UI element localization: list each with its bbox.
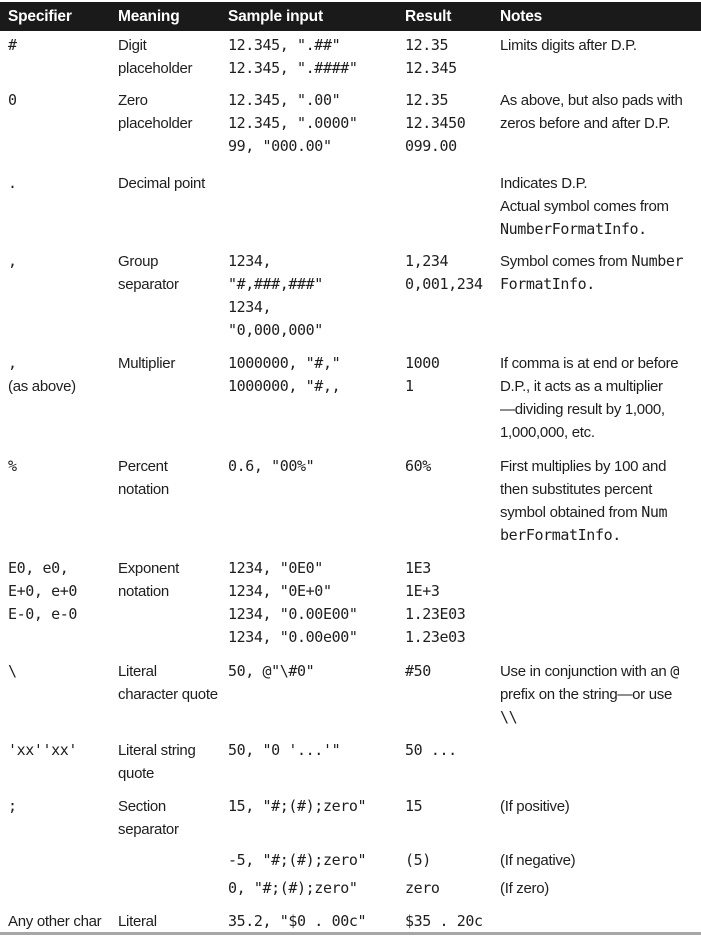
result-cell [405, 739, 500, 785]
result-cell [405, 795, 500, 841]
cell-line [500, 795, 701, 818]
notes-cell [500, 172, 701, 241]
cell-line [228, 877, 405, 900]
code-text: 12.345, ".##" [228, 36, 341, 54]
meaning-cell [118, 795, 228, 841]
cell-line [8, 557, 118, 580]
sample-input-cell [228, 739, 405, 785]
cell-line [228, 910, 405, 933]
specifier-cell [8, 172, 118, 241]
specifier-cell [8, 795, 118, 841]
cell-line [8, 910, 118, 933]
body-text: Literal [118, 663, 157, 680]
cell-line [500, 89, 701, 112]
specifier-cell [8, 877, 118, 900]
notes-cell [500, 557, 701, 649]
specifier-cell [8, 739, 118, 785]
sample-input-cell [228, 455, 405, 547]
sample-input-cell [228, 557, 405, 649]
body-text: notation [118, 481, 169, 498]
notes-cell [500, 910, 701, 933]
cell-line [500, 375, 701, 398]
cell-line [8, 352, 118, 375]
table-row [0, 547, 701, 649]
cell-line [8, 580, 118, 603]
cell-line [500, 273, 701, 296]
cell-line [500, 398, 701, 421]
cell-line [405, 877, 500, 900]
cell-line [405, 795, 500, 818]
code-text: 99, "000.00" [228, 137, 332, 155]
meaning-cell [118, 250, 228, 342]
cell-line [405, 660, 500, 683]
body-text: (If positive) [500, 798, 570, 815]
code-text: 1234, "0.00E00" [228, 605, 358, 623]
code-text: 1E+3 [405, 582, 440, 600]
code-text: "0,000,000" [228, 321, 323, 339]
code-text: FormatInfo. [500, 275, 595, 293]
cell-line [8, 375, 118, 398]
cell-line [500, 34, 701, 57]
code-text: , [8, 252, 17, 270]
cell-line [8, 250, 118, 273]
cell-line [405, 849, 500, 872]
cell-line [405, 89, 500, 112]
cell-line [500, 877, 701, 900]
notes-cell [500, 455, 701, 547]
column-header-sample-input: Sample input [228, 7, 323, 25]
cell-line [118, 739, 228, 762]
cell-line [228, 557, 405, 580]
code-text: NumberFormatInfo. [500, 220, 647, 238]
code-text: 1,234 [405, 252, 449, 270]
sample-input-cell [228, 250, 405, 342]
body-text: First multiplies by 100 and [500, 458, 667, 475]
cell-line [118, 34, 228, 57]
specifier-cell [8, 250, 118, 342]
cell-line [228, 580, 405, 603]
cell-line [405, 112, 500, 135]
cell-line [405, 910, 500, 933]
body-text: Literal string [118, 742, 196, 759]
cell-line [500, 218, 701, 241]
cell-line [405, 273, 500, 296]
meaning-cell [118, 172, 228, 241]
cell-line [8, 739, 118, 762]
code-text: 12.345, ".0000" [228, 114, 358, 132]
result-cell [405, 455, 500, 547]
cell-line [500, 706, 701, 729]
meaning-cell [118, 660, 228, 729]
cell-line [8, 172, 118, 195]
body-text: 1,000,000, etc. [500, 424, 595, 441]
cell-line [405, 580, 500, 603]
cell-line [228, 34, 405, 57]
table-row [0, 785, 701, 841]
meaning-cell [118, 34, 228, 80]
cell-line [118, 172, 228, 195]
code-text: 1000000, "#," [228, 354, 341, 372]
result-cell [405, 89, 500, 158]
table-row [0, 241, 701, 342]
code-text: 1000 [405, 354, 440, 372]
cell-line [405, 455, 500, 478]
notes-cell [500, 660, 701, 729]
cell-line [118, 273, 228, 296]
table-row [0, 841, 701, 872]
code-text: Num [641, 503, 668, 521]
body-text: symbol obtained from [500, 504, 642, 521]
specifier-cell [8, 455, 118, 547]
code-text: 12.345 [405, 59, 457, 77]
cell-line [228, 626, 405, 649]
body-text: (as above) [8, 378, 76, 395]
specifier-cell [8, 89, 118, 158]
code-text: \ [8, 662, 17, 680]
code-text: 1E3 [405, 559, 431, 577]
cell-line [8, 603, 118, 626]
cell-line [405, 557, 500, 580]
body-text: Decimal point [118, 175, 205, 192]
code-text: #50 [405, 662, 431, 680]
cell-line [8, 660, 118, 683]
cell-line [8, 89, 118, 112]
body-text: notation [118, 583, 169, 600]
cell-line [118, 762, 228, 785]
code-text: . [8, 174, 17, 192]
body-text: prefix on the string—or use [500, 686, 672, 703]
cell-line [228, 739, 405, 762]
body-text: Use in conjunction with an [500, 663, 671, 680]
body-text: zeros before and after D.P. [500, 115, 671, 132]
code-text: 50, @"\#0" [228, 662, 315, 680]
body-text: (If zero) [500, 880, 549, 897]
body-text: Group [118, 253, 159, 270]
cell-line [118, 112, 228, 135]
cell-line [118, 57, 228, 80]
body-text: Section [118, 798, 166, 815]
cell-line [118, 580, 228, 603]
cell-line [405, 352, 500, 375]
cell-line [500, 421, 701, 444]
column-header-notes: Notes [500, 7, 543, 25]
cell-line [8, 455, 118, 478]
code-text: 1.23e03 [405, 628, 466, 646]
result-cell [405, 910, 500, 933]
cell-line [8, 34, 118, 57]
cell-line [228, 455, 405, 478]
code-text: \\ [500, 708, 518, 726]
body-text: (If negative) [500, 852, 576, 869]
column-header-meaning: Meaning [118, 7, 180, 25]
cell-line [500, 683, 701, 706]
body-text: Symbol comes from [500, 253, 632, 270]
body-text: As above, but also pads with [500, 92, 683, 109]
sample-input-cell [228, 795, 405, 841]
meaning-cell [118, 877, 228, 900]
body-text: —dividing result by 1,000, [500, 401, 665, 418]
code-text: 60% [405, 457, 431, 475]
code-text: 1234, "0E+0" [228, 582, 332, 600]
table-row [0, 872, 701, 900]
notes-cell [500, 849, 701, 872]
cell-line [405, 626, 500, 649]
body-text: Exponent [118, 560, 179, 577]
body-text: separator [118, 821, 179, 838]
cell-line [500, 501, 701, 524]
code-text: 50, "0 '...'" [228, 741, 341, 759]
cell-line [500, 849, 701, 872]
cell-line [500, 455, 701, 478]
result-cell [405, 849, 500, 872]
cell-line [228, 112, 405, 135]
notes-cell [500, 89, 701, 158]
cell-line [228, 250, 405, 273]
code-text: -5, "#;(#);zero" [228, 851, 367, 869]
cell-line [118, 557, 228, 580]
cell-line [228, 375, 405, 398]
notes-cell [500, 795, 701, 841]
result-cell [405, 557, 500, 649]
sample-input-cell [228, 34, 405, 80]
code-text: ; [8, 797, 17, 815]
specifier-cell [8, 352, 118, 444]
table-bottom-rule [0, 932, 701, 935]
cell-line [228, 660, 405, 683]
code-text: 'xx''xx' [8, 741, 78, 759]
cell-line [228, 352, 405, 375]
body-text: Literal [118, 913, 157, 930]
code-text: zero [405, 879, 440, 897]
cell-line [228, 795, 405, 818]
sample-input-cell [228, 910, 405, 933]
sample-input-cell [228, 352, 405, 444]
body-text: D.P., it acts as a multiplier [500, 378, 663, 395]
code-text: 12.3450 [405, 114, 466, 132]
cell-line [500, 478, 701, 501]
cell-line [228, 319, 405, 342]
sample-input-cell [228, 89, 405, 158]
meaning-cell [118, 455, 228, 547]
column-header-specifier: Specifier [8, 7, 72, 25]
code-text: 1234, [228, 252, 272, 270]
table-row [0, 900, 701, 933]
specifier-cell [8, 849, 118, 872]
body-text: character quote [118, 686, 218, 703]
cell-line [405, 603, 500, 626]
code-text: 12.35 [405, 91, 449, 109]
body-text: Any other char [8, 913, 102, 930]
code-text: % [8, 457, 17, 475]
cell-line [118, 818, 228, 841]
meaning-cell [118, 739, 228, 785]
code-text: "#,###,###" [228, 275, 323, 293]
code-text: E+0, e+0 [8, 582, 78, 600]
code-text: 0.6, "00%" [228, 457, 315, 475]
body-text: separator [118, 276, 179, 293]
result-cell [405, 34, 500, 80]
specifier-cell [8, 660, 118, 729]
cell-line [118, 250, 228, 273]
code-text: 0,001,234 [405, 275, 483, 293]
cell-line [500, 524, 701, 547]
meaning-cell [118, 849, 228, 872]
result-cell [405, 877, 500, 900]
code-text: 1234, "0E0" [228, 559, 323, 577]
cell-line [405, 135, 500, 158]
body-text: placeholder [118, 115, 193, 132]
cell-line [8, 795, 118, 818]
cell-line [118, 683, 228, 706]
sample-input-cell [228, 877, 405, 900]
table-header-row [0, 2, 701, 31]
code-text: 1.23E03 [405, 605, 466, 623]
table-body [0, 31, 701, 933]
body-text: Limits digits after D.P. [500, 37, 637, 54]
body-text: Indicates D.P. [500, 175, 588, 192]
code-text: 1000000, "#,, [228, 377, 341, 395]
cell-line [228, 849, 405, 872]
code-text: 15, "#;(#);zero" [228, 797, 367, 815]
sample-input-cell [228, 849, 405, 872]
table-row [0, 31, 701, 80]
body-text: If comma is at end or before [500, 355, 679, 372]
cell-line [228, 89, 405, 112]
result-cell [405, 660, 500, 729]
cell-line [405, 250, 500, 273]
meaning-cell [118, 557, 228, 649]
body-text: Digit [118, 37, 147, 54]
result-cell [405, 352, 500, 444]
cell-line [118, 795, 228, 818]
table-row [0, 444, 701, 547]
notes-cell [500, 250, 701, 342]
code-text: 15 [405, 797, 423, 815]
cell-line [228, 135, 405, 158]
cell-line [500, 250, 701, 273]
specifier-cell [8, 34, 118, 80]
sample-input-cell [228, 172, 405, 241]
cell-line [118, 478, 228, 501]
code-text: 12.345, ".00" [228, 91, 341, 109]
cell-line [118, 89, 228, 112]
cell-line [500, 352, 701, 375]
code-text: 12.345, ".####" [228, 59, 358, 77]
code-text: berFormatInfo. [500, 526, 621, 544]
table-row [0, 80, 701, 158]
code-text: 35.2, "$0 . 00c" [228, 912, 367, 930]
cell-line [228, 57, 405, 80]
code-text: 1 [405, 377, 414, 395]
notes-cell [500, 877, 701, 900]
body-text: quote [118, 765, 155, 782]
cell-line [500, 195, 701, 218]
meaning-cell [118, 910, 228, 933]
code-text: $35 . 20c [405, 912, 483, 930]
table-row [0, 342, 701, 444]
body-text: Percent [118, 458, 168, 475]
cell-line [405, 34, 500, 57]
table-row [0, 158, 701, 241]
code-text: 12.35 [405, 36, 449, 54]
result-cell [405, 250, 500, 342]
notes-cell [500, 739, 701, 785]
cell-line [500, 172, 701, 195]
code-text: (5) [405, 851, 431, 869]
cell-line [228, 296, 405, 319]
code-text: @ [670, 662, 679, 680]
cell-line [228, 603, 405, 626]
body-text: Actual symbol comes from [500, 198, 669, 215]
code-text: 50 ... [405, 741, 457, 759]
body-text: Zero [118, 92, 148, 109]
code-text: E-0, e-0 [8, 605, 78, 623]
result-cell [405, 172, 500, 241]
code-text: 099.00 [405, 137, 457, 155]
body-text: placeholder [118, 60, 193, 77]
code-text: # [8, 36, 17, 54]
code-text: 1234, "0.00e00" [228, 628, 358, 646]
cell-line [500, 660, 701, 683]
cell-line [405, 375, 500, 398]
code-text: Number [631, 252, 684, 270]
cell-line [118, 352, 228, 375]
body-text: Multiplier [118, 355, 176, 372]
cell-line [405, 739, 500, 762]
cell-line [500, 112, 701, 135]
code-text: 1234, [228, 298, 272, 316]
column-header-result: Result [405, 7, 452, 25]
sample-input-cell [228, 660, 405, 729]
code-text: 0, "#;(#);zero" [228, 879, 358, 897]
code-text: E0, e0, [8, 559, 69, 577]
specifier-cell [8, 557, 118, 649]
cell-line [228, 273, 405, 296]
cell-line [118, 455, 228, 478]
notes-cell [500, 34, 701, 80]
meaning-cell [118, 352, 228, 444]
cell-line [405, 57, 500, 80]
specifier-cell [8, 910, 118, 933]
body-text: then substitutes percent [500, 481, 653, 498]
cell-line [118, 660, 228, 683]
code-text: 0 [8, 91, 17, 109]
table-row [0, 649, 701, 729]
code-text: , [8, 354, 17, 372]
notes-cell [500, 352, 701, 444]
table-row [0, 729, 701, 785]
cell-line [118, 910, 228, 933]
meaning-cell [118, 89, 228, 158]
